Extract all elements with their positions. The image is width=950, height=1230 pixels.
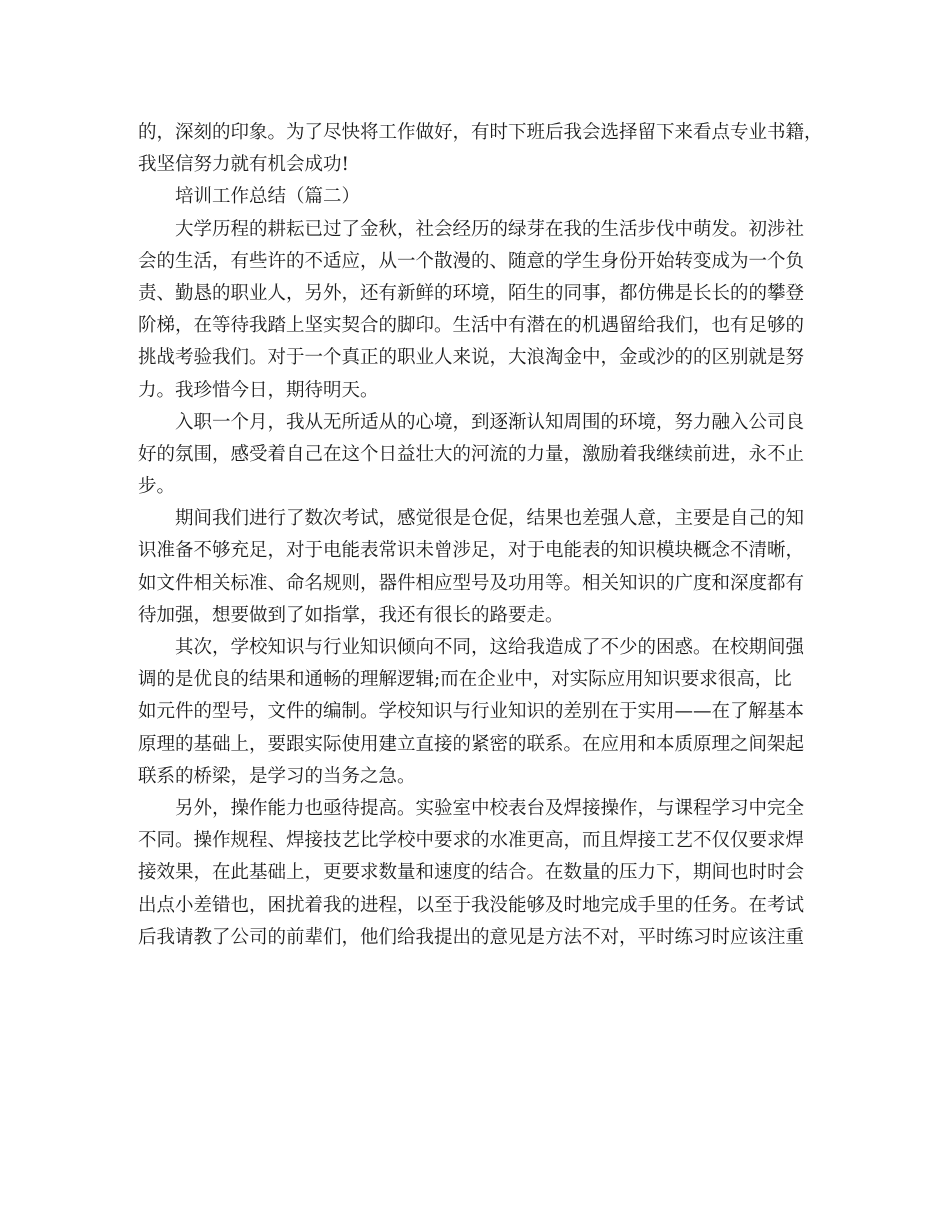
text-line: 调的是优良的结果和通畅的理解逻辑;而在企业中，对实际应用知识要求很高，比 (138, 669, 792, 691)
text-line: 联系的桥梁，是学习的当务之急。 (138, 765, 416, 787)
text-line: 好的氛围，感受着自己在这个日益壮大的河流的力量，激励着我继续前进，永不止 (138, 443, 805, 465)
text-line: 接效果，在此基础上，更要求数量和速度的结合。在数量的压力下，期间也时时会 (138, 862, 805, 884)
text-line: 不同。操作规程、焊接技艺比学校中要求的水准更高，而且焊接工艺不仅仅要求焊 (138, 830, 805, 852)
document-body (138, 117, 828, 954)
text-line: 的，深刻的印象。为了尽快将工作做好，有时下班后我会选择留下来看点专业书籍， (138, 122, 823, 143)
text-line: 后我请教了公司的前辈们，他们给我提出的意见是方法不对，平时练习时应该注重 (138, 926, 805, 948)
text-line: 出点小差错也，困扰着我的进程，以至于我没能够及时地完成手里的任务。在考试 (138, 894, 805, 916)
text-line: 另外，操作能力也亟待提高。实验室中校表台及焊接操作，与课程学习中完全 (175, 797, 805, 819)
text-line: 期间我们进行了数次考试，感觉很是仓促，结果也差强人意，主要是自己的知 (175, 508, 805, 530)
text-line: 力。我珍惜今日，期待明天。 (138, 379, 379, 401)
text-line: 入职一个月，我从无所适从的心境，到逐渐认知周围的环境，努力融入公司良 (175, 411, 805, 433)
text-line: 挑战考验我们。对于一个真正的职业人来说，大浪淘金中，金或沙的的区别就是努 (138, 347, 805, 369)
text-line: 大学历程的耕耘已过了金秋，社会经历的绿芽在我的生活步伐中萌发。初涉社 (175, 218, 805, 240)
text-line: 原理的基础上，要跟实际使用建立直接的紧密的联系。在应用和本质原理之间架起 (138, 733, 805, 755)
section-heading: 培训工作总结（篇二） (175, 186, 361, 208)
text-line: 待加强，想要做到了如指掌，我还有很长的路要走。 (138, 604, 564, 626)
text-line: 其次，学校知识与行业知识倾向不同，这给我造成了不少的困惑。在校期间强 (175, 637, 805, 658)
text-line: 我坚信努力就有机会成功! (138, 154, 349, 176)
text-line: 如元件的型号，文件的编制。学校知识与行业知识的差别在于实用——在了解基本 (138, 701, 805, 723)
text-line: 步。 (138, 476, 176, 498)
text-line: 识准备不够充足，对于电能表常识未曾涉足，对于电能表的知识模块概念不清晰， (138, 540, 805, 562)
text-line: 阶梯，在等待我踏上坚实契合的脚印。生活中有潜在的机遇留给我们，也有足够的 (138, 315, 805, 337)
text-line: 如文件相关标准、命名规则，器件相应型号及功用等。相关知识的广度和深度都有 (138, 572, 805, 594)
text-line: 责、勤恳的职业人，另外，还有新鲜的环境，陌生的同事，都仿佛是长长的的攀登 (138, 282, 805, 304)
text-line: 会的生活，有些许的不适应，从一个散漫的、随意的学生身份开始转变成为一个负 (138, 250, 805, 272)
